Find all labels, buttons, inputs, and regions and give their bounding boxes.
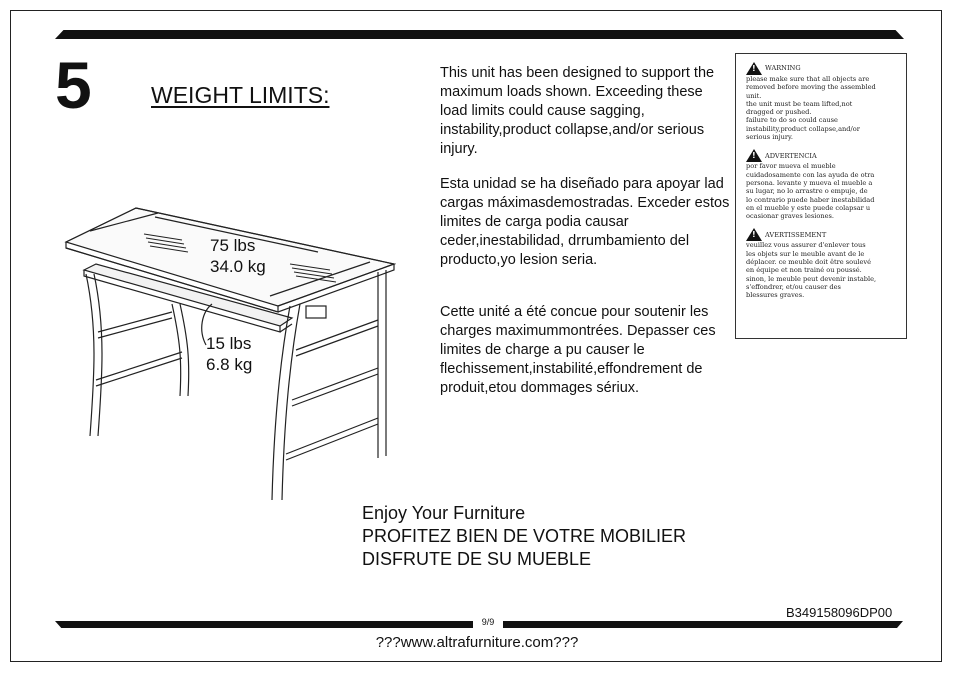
warning-box bbox=[735, 53, 907, 339]
warning-text: por favor mueva el mueble cuidadosamente con las ayuda de otra persona. levante y mueva el mueble a su lugar, no lo arrastre o empuje, de lo contrario puede haber inestabilidad en el mueble y este puede colapsar u ocasionar graves lesiones. bbox=[746, 162, 875, 221]
warning-text: please make sure that all objects are removed before moving the assembled unit. the unit must be team lifted,not dragged or pushed. failure to do so could cause instability,product collapse,and/or serious injury. bbox=[746, 75, 876, 142]
tray-load-label: 15 lbs 6.8 kg bbox=[206, 334, 253, 374]
warning-text: veuillez vous assurer d'enlever tous les objets sur le meuble avant de le déplacer. ce meuble doit être soulevé en équipe et non trainé ou poussé. sinon, le meuble peut devenir instable, s'effondrer, et/ou causer des blessures graves. bbox=[746, 241, 877, 300]
top-rule bbox=[55, 30, 904, 39]
warning-triangle-icon bbox=[746, 149, 762, 162]
warning-heading: AVERTISSEMENT bbox=[765, 230, 827, 239]
bottom-rule-right bbox=[503, 621, 903, 628]
closing-line-fr: PROFITEZ BIEN DE VOTRE MOBILIER bbox=[362, 526, 687, 546]
warning-section-fr bbox=[746, 228, 900, 299]
paragraph-spanish: Esta unidad se ha diseñado para apoyar lad cargas máximasdemostradas. Exceder estos limites de carga podia causar ceder,inestabilidad, drrumbamiento del producto,yo lesion seria. bbox=[440, 176, 730, 268]
warning-triangle-icon bbox=[746, 62, 762, 75]
website-footer: ???www.altrafurniture.com??? bbox=[375, 634, 579, 651]
closing-message bbox=[362, 502, 686, 571]
paragraph-english: This unit has been designed to support the maximum loads shown. Exceeding these load limits could cause sagging, instability,product collapse,and/or serious injury. bbox=[440, 65, 715, 157]
closing-line-es: DISFRUTE DE SU MUEBLE bbox=[362, 549, 592, 569]
desktop-load-label: 75 lbs 34.0 kg bbox=[210, 236, 266, 276]
warning-section-en bbox=[746, 62, 900, 141]
warning-triangle-icon bbox=[746, 228, 762, 241]
bottom-rule-left bbox=[55, 621, 473, 628]
warning-heading: ADVERTENCIA bbox=[765, 151, 817, 160]
paragraph-french: Cette unité a été concue pour soutenir les charges maximummontrées. Depasser ces limites de charge a pu causer le flechissement,instabilité,effondrement de produit,etou dommages sériux. bbox=[440, 304, 716, 396]
warning-section-es bbox=[746, 149, 900, 220]
section-title: WEIGHT LIMITS: bbox=[151, 82, 330, 108]
step-number: 5 bbox=[55, 48, 92, 122]
product-code: B349158096DP00 bbox=[786, 605, 893, 620]
closing-line-en: Enjoy Your Furniture bbox=[362, 503, 526, 523]
warning-heading: WARNING bbox=[765, 64, 801, 73]
page-number: 9/9 bbox=[481, 617, 495, 627]
